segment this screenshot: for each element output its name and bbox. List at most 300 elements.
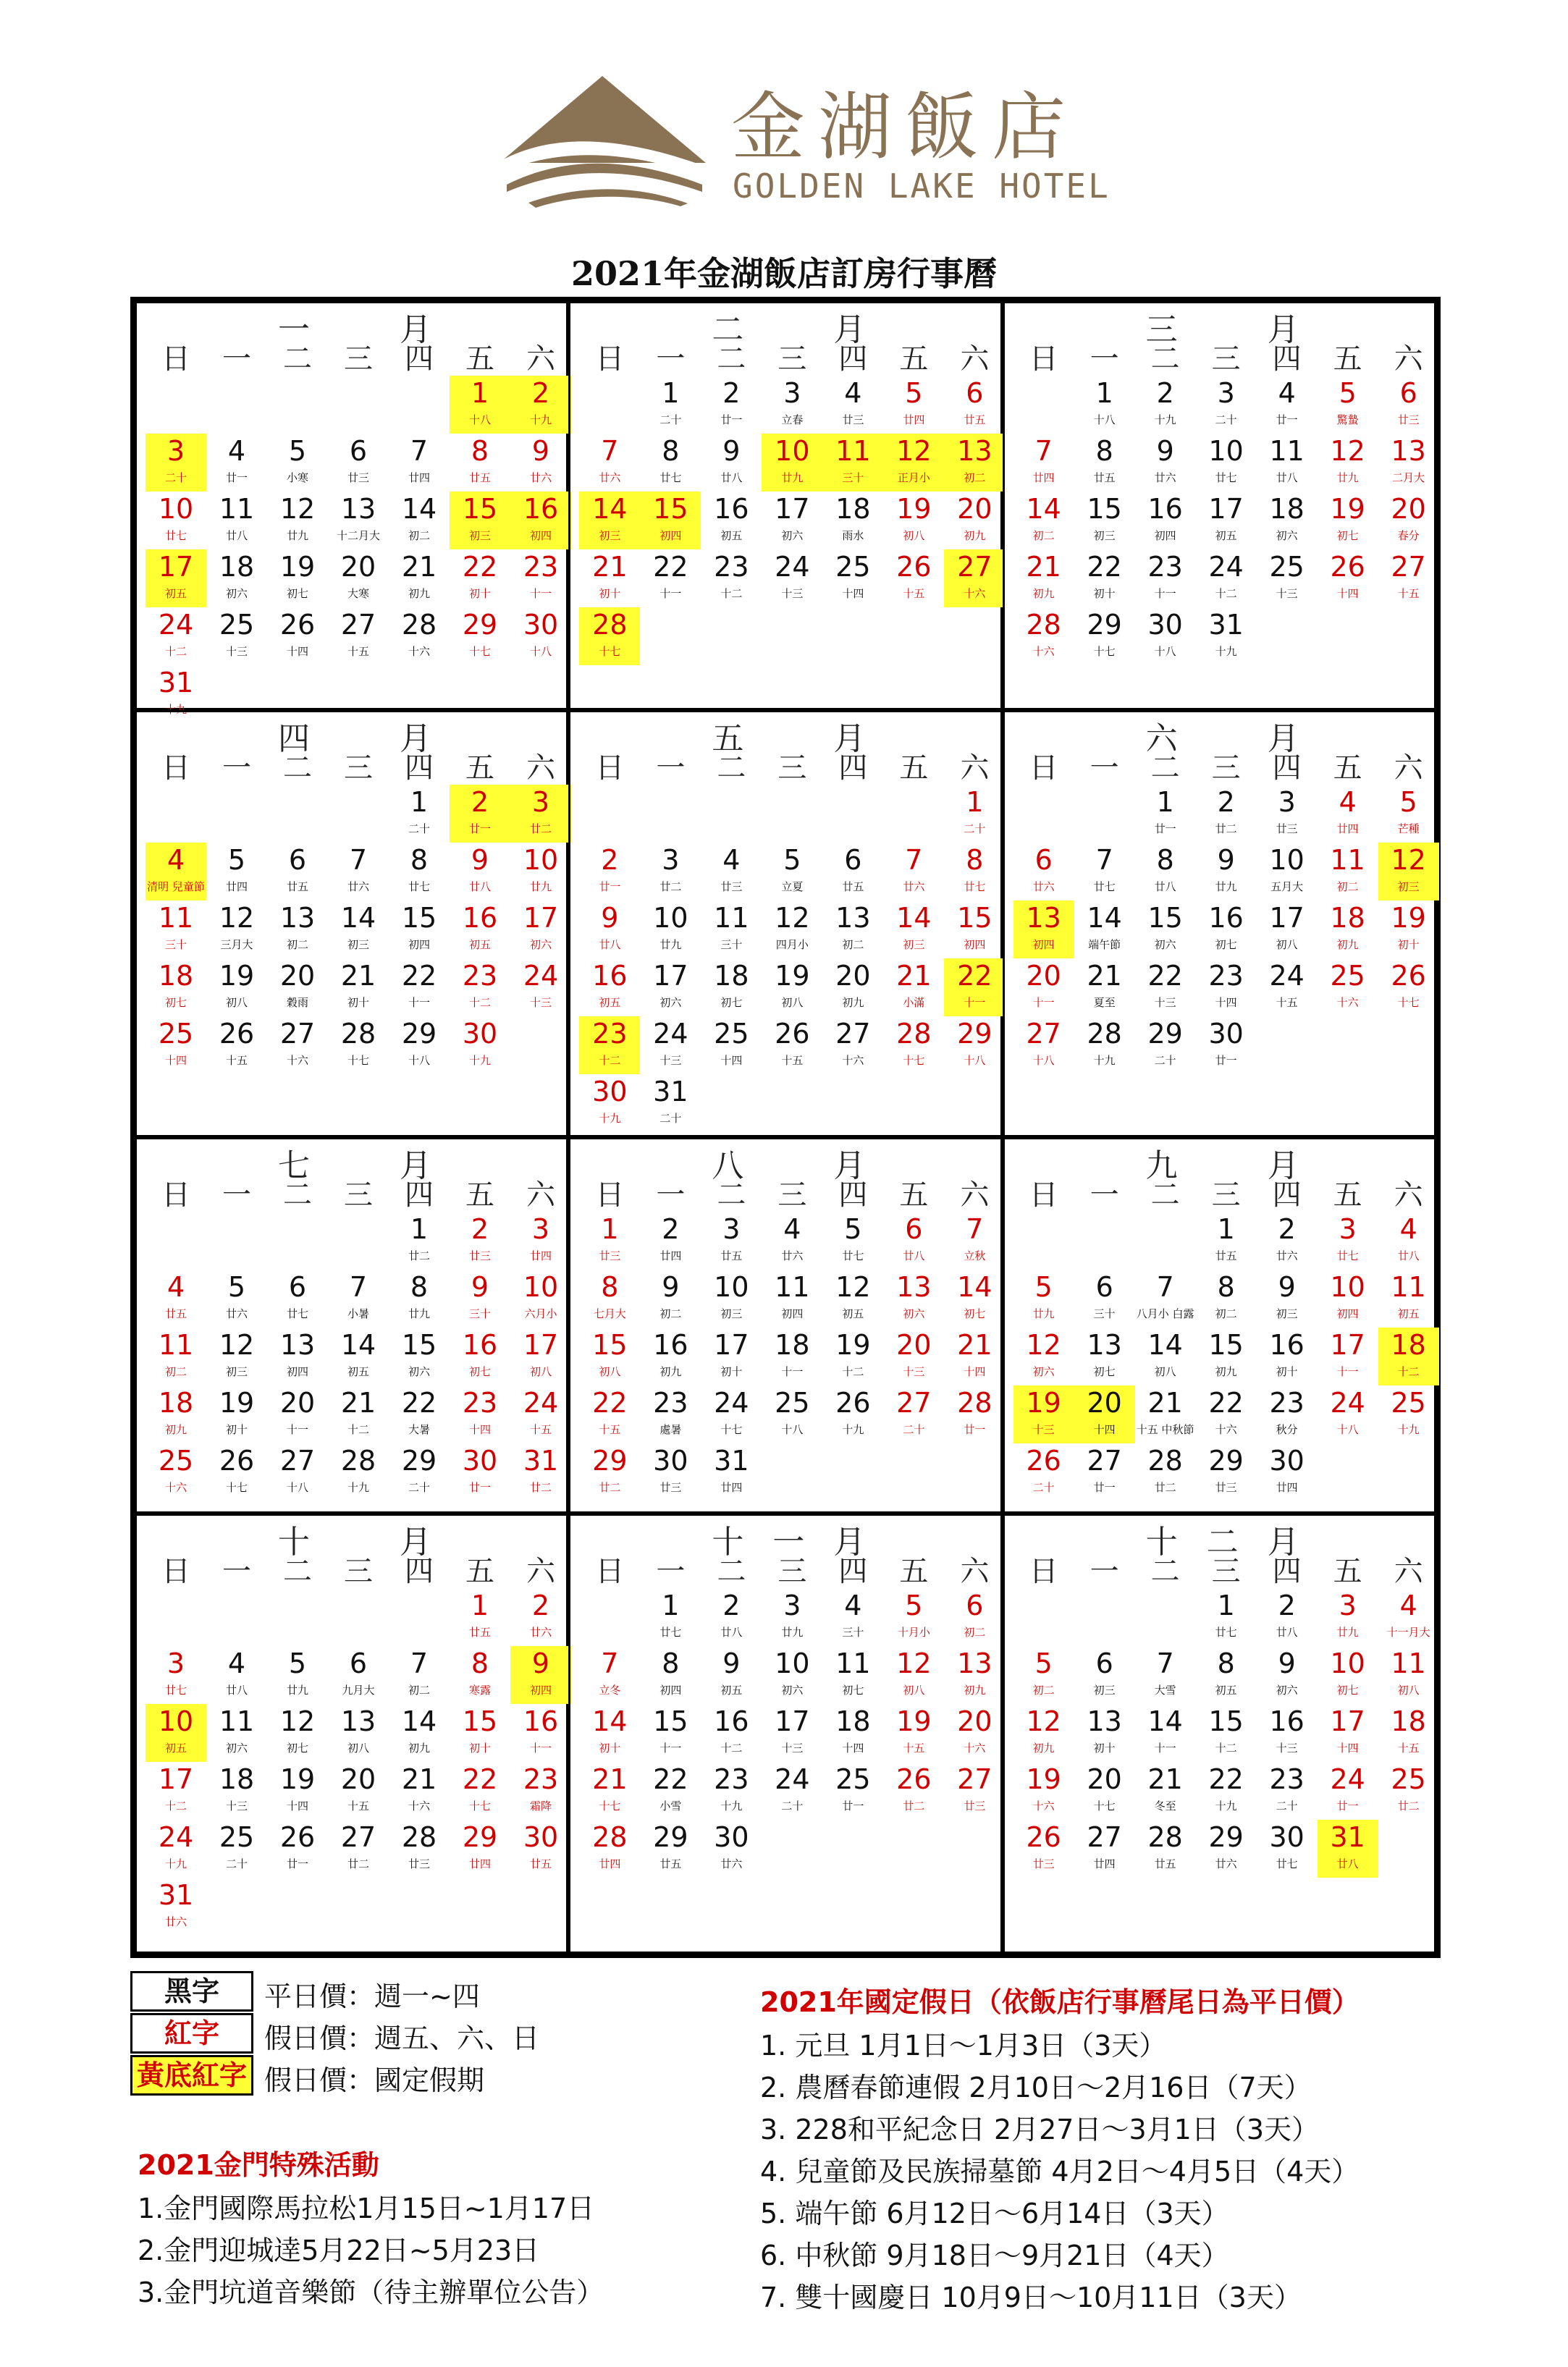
calendar-day[interactable]	[450, 376, 510, 434]
calendar-day[interactable]	[1013, 1646, 1074, 1704]
calendar-day[interactable]	[1318, 1328, 1378, 1385]
calendar-day[interactable]	[146, 843, 206, 900]
calendar-day[interactable]	[206, 434, 267, 491]
calendar-day[interactable]	[1257, 900, 1318, 958]
calendar-day[interactable]	[267, 1704, 328, 1762]
calendar-day[interactable]	[640, 434, 701, 491]
calendar-day[interactable]	[1135, 607, 1196, 665]
calendar-day[interactable]	[640, 1704, 701, 1762]
calendar-day[interactable]	[883, 1270, 944, 1328]
calendar-day[interactable]	[1013, 491, 1074, 549]
calendar-day[interactable]	[762, 1016, 822, 1074]
calendar-day[interactable]	[510, 785, 571, 843]
calendar-day[interactable]	[883, 843, 944, 900]
calendar-day[interactable]	[579, 1443, 640, 1501]
calendar-day[interactable]	[510, 1820, 571, 1878]
calendar-day[interactable]	[146, 1646, 206, 1704]
calendar-day[interactable]	[450, 1588, 510, 1646]
calendar-day[interactable]	[328, 549, 389, 607]
calendar-day[interactable]	[822, 491, 883, 549]
calendar-day[interactable]	[944, 1328, 1005, 1385]
calendar-day[interactable]	[146, 607, 206, 665]
calendar-day[interactable]	[1257, 1385, 1318, 1443]
calendar-day[interactable]	[1257, 1443, 1318, 1501]
calendar-day[interactable]	[762, 1270, 822, 1328]
calendar-day[interactable]	[146, 1385, 206, 1443]
calendar-day[interactable]	[146, 1328, 206, 1385]
calendar-day[interactable]	[450, 785, 510, 843]
calendar-day[interactable]	[944, 1588, 1005, 1646]
calendar-day[interactable]	[1135, 1704, 1196, 1762]
calendar-day[interactable]	[450, 1704, 510, 1762]
calendar-day[interactable]	[1074, 607, 1135, 665]
calendar-day[interactable]	[510, 1588, 571, 1646]
calendar-day[interactable]	[944, 900, 1005, 958]
calendar-day[interactable]	[328, 607, 389, 665]
calendar-day[interactable]	[762, 1588, 822, 1646]
calendar-day[interactable]	[1196, 1646, 1257, 1704]
calendar-day[interactable]	[1378, 1588, 1439, 1646]
calendar-day[interactable]	[1378, 491, 1439, 549]
calendar-day[interactable]	[944, 434, 1005, 491]
calendar-day[interactable]	[1257, 958, 1318, 1016]
calendar-day[interactable]	[206, 843, 267, 900]
calendar-day[interactable]	[1318, 900, 1378, 958]
calendar-day[interactable]	[206, 1820, 267, 1878]
calendar-day[interactable]	[883, 1016, 944, 1074]
calendar-day[interactable]	[822, 1704, 883, 1762]
calendar-day[interactable]	[579, 1212, 640, 1270]
calendar-day[interactable]	[1135, 491, 1196, 549]
calendar-day[interactable]	[1318, 1385, 1378, 1443]
calendar-day[interactable]	[1318, 1588, 1378, 1646]
calendar-day[interactable]	[389, 843, 450, 900]
calendar-day[interactable]	[1196, 785, 1257, 843]
calendar-day[interactable]	[762, 1385, 822, 1443]
calendar-day[interactable]	[510, 1443, 571, 1501]
calendar-day[interactable]	[579, 1074, 640, 1132]
calendar-day[interactable]	[510, 843, 571, 900]
calendar-day[interactable]	[1196, 958, 1257, 1016]
calendar-day[interactable]	[389, 1328, 450, 1385]
calendar-day[interactable]	[1257, 1328, 1318, 1385]
calendar-day[interactable]	[1196, 549, 1257, 607]
calendar-day[interactable]	[822, 1328, 883, 1385]
calendar-day[interactable]	[450, 1762, 510, 1820]
calendar-day[interactable]	[450, 1212, 510, 1270]
calendar-day[interactable]	[944, 549, 1005, 607]
calendar-day[interactable]	[883, 434, 944, 491]
calendar-day[interactable]	[579, 1328, 640, 1385]
calendar-day[interactable]	[1378, 958, 1439, 1016]
calendar-day[interactable]	[822, 1646, 883, 1704]
calendar-day[interactable]	[883, 1385, 944, 1443]
calendar-day[interactable]	[1013, 1385, 1074, 1443]
calendar-day[interactable]	[328, 843, 389, 900]
calendar-day[interactable]	[883, 491, 944, 549]
calendar-day[interactable]	[328, 1762, 389, 1820]
calendar-day[interactable]	[822, 1016, 883, 1074]
calendar-day[interactable]	[822, 958, 883, 1016]
calendar-day[interactable]	[1196, 1212, 1257, 1270]
calendar-day[interactable]	[1074, 1016, 1135, 1074]
calendar-day[interactable]	[944, 376, 1005, 434]
calendar-day[interactable]	[267, 1820, 328, 1878]
calendar-day[interactable]	[1196, 376, 1257, 434]
calendar-day[interactable]	[579, 1385, 640, 1443]
calendar-day[interactable]	[146, 1704, 206, 1762]
calendar-day[interactable]	[640, 1016, 701, 1074]
calendar-day[interactable]	[1074, 958, 1135, 1016]
calendar-day[interactable]	[1318, 1270, 1378, 1328]
calendar-day[interactable]	[146, 1270, 206, 1328]
calendar-day[interactable]	[1318, 376, 1378, 434]
calendar-day[interactable]	[579, 1820, 640, 1878]
calendar-day[interactable]	[389, 491, 450, 549]
calendar-day[interactable]	[510, 1385, 571, 1443]
calendar-day[interactable]	[510, 1646, 571, 1704]
calendar-day[interactable]	[146, 1820, 206, 1878]
calendar-day[interactable]	[640, 1588, 701, 1646]
calendar-day[interactable]	[579, 900, 640, 958]
calendar-day[interactable]	[146, 1878, 206, 1936]
calendar-day[interactable]	[701, 1270, 762, 1328]
calendar-day[interactable]	[822, 549, 883, 607]
calendar-day[interactable]	[883, 1762, 944, 1820]
calendar-day[interactable]	[944, 491, 1005, 549]
calendar-day[interactable]	[1318, 958, 1378, 1016]
calendar-day[interactable]	[883, 549, 944, 607]
calendar-day[interactable]	[579, 1762, 640, 1820]
calendar-day[interactable]	[944, 1385, 1005, 1443]
calendar-day[interactable]	[1074, 434, 1135, 491]
calendar-day[interactable]	[822, 1588, 883, 1646]
calendar-day[interactable]	[1013, 434, 1074, 491]
calendar-day[interactable]	[640, 1212, 701, 1270]
calendar-day[interactable]	[1257, 843, 1318, 900]
calendar-day[interactable]	[579, 958, 640, 1016]
calendar-day[interactable]	[1074, 900, 1135, 958]
calendar-day[interactable]	[1135, 434, 1196, 491]
calendar-day[interactable]	[762, 1762, 822, 1820]
calendar-day[interactable]	[1257, 1212, 1318, 1270]
calendar-day[interactable]	[1257, 1820, 1318, 1878]
calendar-day[interactable]	[1013, 1820, 1074, 1878]
calendar-day[interactable]	[701, 1646, 762, 1704]
calendar-day[interactable]	[1378, 1385, 1439, 1443]
calendar-day[interactable]	[1074, 1270, 1135, 1328]
calendar-day[interactable]	[1378, 843, 1439, 900]
calendar-day[interactable]	[389, 958, 450, 1016]
calendar-day[interactable]	[267, 1646, 328, 1704]
calendar-day[interactable]	[579, 1646, 640, 1704]
calendar-day[interactable]	[1013, 1328, 1074, 1385]
calendar-day[interactable]	[1074, 843, 1135, 900]
calendar-day[interactable]	[328, 1646, 389, 1704]
calendar-day[interactable]	[1378, 1328, 1439, 1385]
calendar-day[interactable]	[146, 1016, 206, 1074]
calendar-day[interactable]	[822, 434, 883, 491]
calendar-day[interactable]	[1378, 376, 1439, 434]
calendar-day[interactable]	[389, 1385, 450, 1443]
calendar-day[interactable]	[146, 491, 206, 549]
calendar-day[interactable]	[701, 1762, 762, 1820]
calendar-day[interactable]	[1013, 1762, 1074, 1820]
calendar-day[interactable]	[1013, 900, 1074, 958]
calendar-day[interactable]	[328, 1443, 389, 1501]
calendar-day[interactable]	[1196, 491, 1257, 549]
calendar-day[interactable]	[389, 1212, 450, 1270]
calendar-day[interactable]	[822, 376, 883, 434]
calendar-day[interactable]	[206, 1646, 267, 1704]
calendar-day[interactable]	[1013, 843, 1074, 900]
calendar-day[interactable]	[450, 1820, 510, 1878]
calendar-day[interactable]	[1074, 1762, 1135, 1820]
calendar-day[interactable]	[701, 843, 762, 900]
calendar-day[interactable]	[267, 958, 328, 1016]
calendar-day[interactable]	[267, 1016, 328, 1074]
calendar-day[interactable]	[1318, 549, 1378, 607]
calendar-day[interactable]	[328, 1820, 389, 1878]
calendar-day[interactable]	[450, 1016, 510, 1074]
calendar-day[interactable]	[1135, 1328, 1196, 1385]
calendar-day[interactable]	[206, 900, 267, 958]
calendar-day[interactable]	[579, 1016, 640, 1074]
calendar-day[interactable]	[206, 491, 267, 549]
calendar-day[interactable]	[1135, 1016, 1196, 1074]
calendar-day[interactable]	[510, 900, 571, 958]
calendar-day[interactable]	[883, 958, 944, 1016]
calendar-day[interactable]	[944, 1270, 1005, 1328]
calendar-day[interactable]	[1196, 607, 1257, 665]
calendar-day[interactable]	[510, 434, 571, 491]
calendar-day[interactable]	[1257, 376, 1318, 434]
calendar-day[interactable]	[389, 434, 450, 491]
calendar-day[interactable]	[701, 1820, 762, 1878]
calendar-day[interactable]	[510, 958, 571, 1016]
calendar-day[interactable]	[883, 1328, 944, 1385]
calendar-day[interactable]	[328, 1704, 389, 1762]
calendar-day[interactable]	[822, 843, 883, 900]
calendar-day[interactable]	[206, 1704, 267, 1762]
calendar-day[interactable]	[883, 1646, 944, 1704]
calendar-day[interactable]	[762, 549, 822, 607]
calendar-day[interactable]	[701, 1704, 762, 1762]
calendar-day[interactable]	[146, 958, 206, 1016]
calendar-day[interactable]	[1318, 785, 1378, 843]
calendar-day[interactable]	[640, 491, 701, 549]
calendar-day[interactable]	[579, 607, 640, 665]
calendar-day[interactable]	[206, 1443, 267, 1501]
calendar-day[interactable]	[510, 1762, 571, 1820]
calendar-day[interactable]	[450, 1646, 510, 1704]
calendar-day[interactable]	[762, 900, 822, 958]
calendar-day[interactable]	[640, 958, 701, 1016]
calendar-day[interactable]	[579, 434, 640, 491]
calendar-day[interactable]	[1378, 549, 1439, 607]
calendar-day[interactable]	[328, 900, 389, 958]
calendar-day[interactable]	[1013, 607, 1074, 665]
calendar-day[interactable]	[328, 1328, 389, 1385]
calendar-day[interactable]	[328, 958, 389, 1016]
calendar-day[interactable]	[450, 843, 510, 900]
calendar-day[interactable]	[389, 1443, 450, 1501]
calendar-day[interactable]	[762, 1212, 822, 1270]
calendar-day[interactable]	[328, 1385, 389, 1443]
calendar-day[interactable]	[701, 958, 762, 1016]
calendar-day[interactable]	[1378, 434, 1439, 491]
calendar-day[interactable]	[1013, 1270, 1074, 1328]
calendar-day[interactable]	[450, 958, 510, 1016]
calendar-day[interactable]	[1196, 1270, 1257, 1328]
calendar-day[interactable]	[762, 1646, 822, 1704]
calendar-day[interactable]	[1013, 1704, 1074, 1762]
calendar-day[interactable]	[510, 376, 571, 434]
calendar-day[interactable]	[389, 1820, 450, 1878]
calendar-day[interactable]	[762, 376, 822, 434]
calendar-day[interactable]	[1257, 491, 1318, 549]
calendar-day[interactable]	[944, 1704, 1005, 1762]
calendar-day[interactable]	[389, 1270, 450, 1328]
calendar-day[interactable]	[944, 958, 1005, 1016]
calendar-day[interactable]	[510, 1270, 571, 1328]
calendar-day[interactable]	[1196, 1328, 1257, 1385]
calendar-day[interactable]	[579, 843, 640, 900]
calendar-day[interactable]	[389, 1646, 450, 1704]
calendar-day[interactable]	[762, 958, 822, 1016]
calendar-day[interactable]	[146, 900, 206, 958]
calendar-day[interactable]	[206, 607, 267, 665]
calendar-day[interactable]	[701, 434, 762, 491]
calendar-day[interactable]	[701, 1212, 762, 1270]
calendar-day[interactable]	[1318, 434, 1378, 491]
calendar-day[interactable]	[1196, 1016, 1257, 1074]
calendar-day[interactable]	[1257, 549, 1318, 607]
calendar-day[interactable]	[640, 1443, 701, 1501]
calendar-day[interactable]	[944, 1762, 1005, 1820]
calendar-day[interactable]	[701, 1588, 762, 1646]
calendar-day[interactable]	[267, 900, 328, 958]
calendar-day[interactable]	[944, 1646, 1005, 1704]
calendar-day[interactable]	[944, 785, 1005, 843]
calendar-day[interactable]	[450, 549, 510, 607]
calendar-day[interactable]	[450, 1270, 510, 1328]
calendar-day[interactable]	[579, 491, 640, 549]
calendar-day[interactable]	[1257, 1762, 1318, 1820]
calendar-day[interactable]	[1074, 1820, 1135, 1878]
calendar-day[interactable]	[1135, 1443, 1196, 1501]
calendar-day[interactable]	[1013, 549, 1074, 607]
calendar-day[interactable]	[1196, 1588, 1257, 1646]
calendar-day[interactable]	[1257, 1646, 1318, 1704]
calendar-day[interactable]	[640, 900, 701, 958]
calendar-day[interactable]	[389, 549, 450, 607]
calendar-day[interactable]	[701, 1016, 762, 1074]
calendar-day[interactable]	[1196, 1704, 1257, 1762]
calendar-day[interactable]	[1135, 1820, 1196, 1878]
calendar-day[interactable]	[1135, 1646, 1196, 1704]
calendar-day[interactable]	[206, 1270, 267, 1328]
calendar-day[interactable]	[510, 549, 571, 607]
calendar-day[interactable]	[883, 1212, 944, 1270]
calendar-day[interactable]	[1074, 376, 1135, 434]
calendar-day[interactable]	[762, 434, 822, 491]
calendar-day[interactable]	[267, 491, 328, 549]
calendar-day[interactable]	[1074, 1646, 1135, 1704]
calendar-day[interactable]	[328, 1270, 389, 1328]
calendar-day[interactable]	[206, 1328, 267, 1385]
calendar-day[interactable]	[206, 1385, 267, 1443]
calendar-day[interactable]	[822, 1212, 883, 1270]
calendar-day[interactable]	[1196, 843, 1257, 900]
calendar-day[interactable]	[1013, 1016, 1074, 1074]
calendar-day[interactable]	[1378, 1270, 1439, 1328]
calendar-day[interactable]	[1257, 434, 1318, 491]
calendar-day[interactable]	[328, 1016, 389, 1074]
calendar-day[interactable]	[701, 1328, 762, 1385]
calendar-day[interactable]	[762, 1328, 822, 1385]
calendar-day[interactable]	[883, 376, 944, 434]
calendar-day[interactable]	[267, 434, 328, 491]
calendar-day[interactable]	[267, 607, 328, 665]
calendar-day[interactable]	[1196, 434, 1257, 491]
calendar-day[interactable]	[1257, 785, 1318, 843]
calendar-day[interactable]	[1378, 900, 1439, 958]
calendar-day[interactable]	[640, 376, 701, 434]
calendar-day[interactable]	[640, 1074, 701, 1132]
calendar-day[interactable]	[389, 1762, 450, 1820]
calendar-day[interactable]	[1318, 1820, 1378, 1878]
calendar-day[interactable]	[1135, 843, 1196, 900]
calendar-day[interactable]	[1196, 1443, 1257, 1501]
calendar-day[interactable]	[206, 1762, 267, 1820]
calendar-day[interactable]	[510, 491, 571, 549]
calendar-day[interactable]	[389, 1016, 450, 1074]
calendar-day[interactable]	[1135, 785, 1196, 843]
calendar-day[interactable]	[206, 549, 267, 607]
calendar-day[interactable]	[822, 1270, 883, 1328]
calendar-day[interactable]	[883, 1704, 944, 1762]
calendar-day[interactable]	[206, 1016, 267, 1074]
calendar-day[interactable]	[146, 549, 206, 607]
calendar-day[interactable]	[1135, 958, 1196, 1016]
calendar-day[interactable]	[1378, 1762, 1439, 1820]
calendar-day[interactable]	[1135, 1762, 1196, 1820]
calendar-day[interactable]	[1135, 1270, 1196, 1328]
calendar-day[interactable]	[1378, 1212, 1439, 1270]
calendar-day[interactable]	[510, 1328, 571, 1385]
calendar-day[interactable]	[1378, 1646, 1439, 1704]
calendar-day[interactable]	[579, 1270, 640, 1328]
calendar-day[interactable]	[267, 843, 328, 900]
calendar-day[interactable]	[389, 900, 450, 958]
calendar-day[interactable]	[1013, 1443, 1074, 1501]
calendar-day[interactable]	[1074, 549, 1135, 607]
calendar-day[interactable]	[328, 434, 389, 491]
calendar-day[interactable]	[762, 1704, 822, 1762]
calendar-day[interactable]	[640, 1646, 701, 1704]
calendar-day[interactable]	[822, 1385, 883, 1443]
calendar-day[interactable]	[640, 549, 701, 607]
calendar-day[interactable]	[1196, 900, 1257, 958]
calendar-day[interactable]	[510, 1704, 571, 1762]
calendar-day[interactable]	[701, 491, 762, 549]
calendar-day[interactable]	[267, 549, 328, 607]
calendar-day[interactable]	[267, 1762, 328, 1820]
calendar-day[interactable]	[701, 549, 762, 607]
calendar-day[interactable]	[1257, 1588, 1318, 1646]
calendar-day[interactable]	[1135, 900, 1196, 958]
